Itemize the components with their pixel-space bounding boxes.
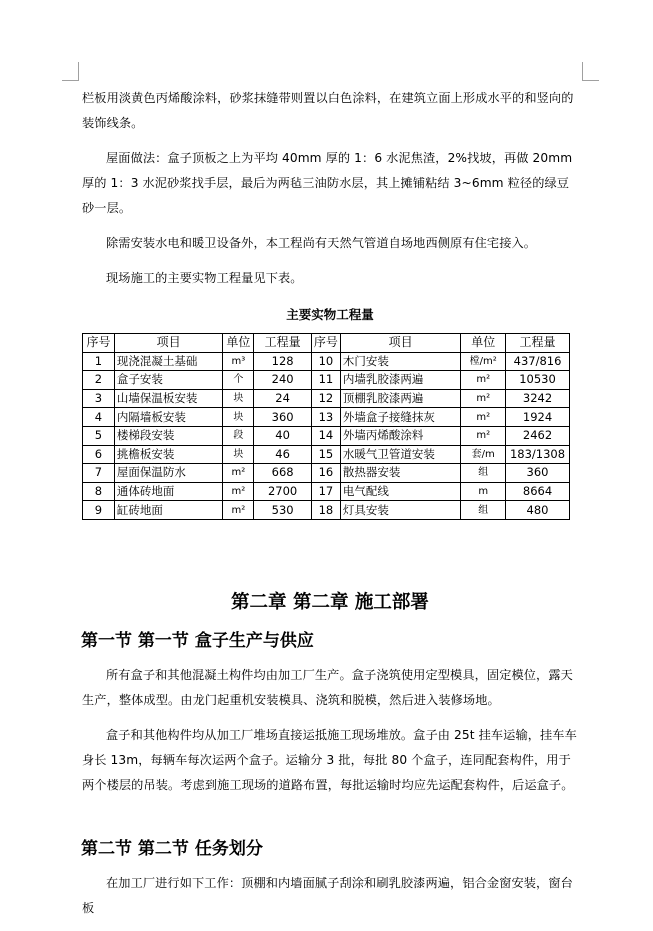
item-cell: 缸砖地面 (114, 501, 222, 520)
table-row (83, 371, 570, 390)
item-cell: 通体砖地面 (114, 482, 222, 501)
item-cell: 楼梯段安装 (114, 426, 222, 445)
row-number-cell: 3 (83, 389, 115, 408)
table-caption: 主要实物工程量 (286, 307, 374, 322)
section-heading: 第一节 第一节 盒子生产与供应 (81, 630, 314, 651)
item-cell: 山墙保温板安装 (114, 389, 222, 408)
quantity-cell: 183/1308 (506, 445, 570, 464)
row-number-cell: 12 (311, 389, 340, 408)
unit-cell: m² (223, 482, 254, 501)
unit-cell: 组 (461, 501, 506, 520)
table-row (83, 426, 570, 445)
row-number-cell: 8 (83, 482, 115, 501)
row-number-cell: 13 (311, 408, 340, 427)
quantity-cell: 437/816 (506, 352, 570, 371)
quantity-cell: 240 (254, 371, 312, 390)
section-heading: 第二节 第二节 任务划分 (81, 838, 263, 859)
row-number-cell: 11 (311, 371, 340, 390)
paragraph: 在加工厂进行如下工作：顶棚和内墙面腻子刮涂和刷乳胶漆两遍，铝合金窗安装，窗台板 (82, 875, 573, 915)
page-corner-mark-right (582, 62, 599, 81)
column-header: 序号 (83, 334, 115, 353)
item-cell: 外墙丙烯酸涂料 (340, 426, 460, 445)
column-header: 单位 (223, 334, 254, 353)
quantity-cell: 360 (254, 408, 312, 427)
quantity-cell: 8664 (506, 482, 570, 501)
unit-cell: m (461, 482, 506, 501)
unit-cell: m² (461, 426, 506, 445)
unit-cell: 组 (461, 464, 506, 483)
quantity-cell: 2700 (254, 482, 312, 501)
column-header: 工程量 (254, 334, 312, 353)
item-cell: 水暖气卫管道安装 (340, 445, 460, 464)
item-cell: 木门安装 (340, 352, 460, 371)
table-row (83, 501, 570, 520)
item-cell: 散热器安装 (340, 464, 460, 483)
unit-cell: m² (461, 371, 506, 390)
page-corner-mark-left (62, 62, 79, 81)
quantity-cell: 668 (254, 464, 312, 483)
item-cell: 灯具安装 (340, 501, 460, 520)
quantity-cell: 128 (254, 352, 312, 371)
column-header: 工程量 (506, 334, 570, 353)
table-row (83, 389, 570, 408)
quantity-table (82, 333, 570, 520)
table-row (83, 482, 570, 501)
unit-cell: 个 (223, 371, 254, 390)
quantity-cell: 480 (506, 501, 570, 520)
item-cell: 盒子安装 (114, 371, 222, 390)
column-header: 序号 (311, 334, 340, 353)
table-row (83, 408, 570, 427)
quantity-cell: 40 (254, 426, 312, 445)
unit-cell: 段 (223, 426, 254, 445)
row-number-cell: 14 (311, 426, 340, 445)
column-header: 单位 (461, 334, 506, 353)
document-page (82, 86, 578, 931)
quantity-cell: 3242 (506, 389, 570, 408)
unit-cell: 块 (223, 445, 254, 464)
paragraph: 所有盒子和其他混凝土构件均由加工厂生产。盒子浇筑使用定型模具，固定模位，露天生产，整体成型。由龙门起重机安装模具、浇筑和脱模，然后进入装修场地。 (82, 667, 573, 707)
item-cell: 电气配线 (340, 482, 460, 501)
unit-cell: 块 (223, 408, 254, 427)
unit-cell: m² (223, 501, 254, 520)
unit-cell: 樘/m² (461, 352, 506, 371)
row-number-cell: 1 (83, 352, 115, 371)
paragraph: 屋面做法：盒子顶板之上为平均 40mm 厚的 1：6 水泥焦渣，2%找坡，再做 20mm 厚的 1：3 水泥砂浆找手层，最后为两毡三油防水层，其上摊铺粘结 3~6mm 粒径的绿豆砂一层。 (82, 151, 573, 215)
quantity-cell: 2462 (506, 426, 570, 445)
item-cell: 现浇混凝土基础 (114, 352, 222, 371)
unit-cell: m² (461, 389, 506, 408)
row-number-cell: 18 (311, 501, 340, 520)
row-number-cell: 2 (83, 371, 115, 390)
quantity-cell: 24 (254, 389, 312, 408)
row-number-cell: 17 (311, 482, 340, 501)
paragraph: 现场施工的主要实物工程量见下表。 (106, 271, 303, 285)
row-number-cell: 5 (83, 426, 115, 445)
row-number-cell: 4 (83, 408, 115, 427)
row-number-cell: 6 (83, 445, 115, 464)
item-cell: 外墙盒子接缝抹灰 (340, 408, 460, 427)
paragraph: 栏板用淡黄色丙烯酸涂料，砂浆抹缝带则置以白色涂料，在建筑立面上形成水平的和竖向的装饰线条。 (82, 91, 574, 130)
table-row (83, 464, 570, 483)
item-cell: 内隔墙板安装 (114, 408, 222, 427)
item-cell: 屋面保温防水 (114, 464, 222, 483)
unit-cell: 块 (223, 389, 254, 408)
table-row (83, 352, 570, 371)
chapter-heading: 第二章 第二章 施工部署 (231, 591, 429, 613)
unit-cell: m³ (223, 352, 254, 371)
column-header: 项目 (114, 334, 222, 353)
unit-cell: 套/m (461, 445, 506, 464)
table-body (83, 352, 570, 519)
quantity-cell: 360 (506, 464, 570, 483)
row-number-cell: 16 (311, 464, 340, 483)
column-header: 项目 (340, 334, 460, 353)
row-number-cell: 10 (311, 352, 340, 371)
table-header-row (83, 334, 570, 353)
unit-cell: m² (461, 408, 506, 427)
row-number-cell: 9 (83, 501, 115, 520)
table-row (83, 445, 570, 464)
item-cell: 顶棚乳胶漆两遍 (340, 389, 460, 408)
quantity-cell: 46 (254, 445, 312, 464)
quantity-cell: 530 (254, 501, 312, 520)
item-cell: 挑檐板安装 (114, 445, 222, 464)
paragraph: 盒子和其他构件均从加工厂堆场直接运抵施工现场堆放。盒子由 25t 挂车运输，挂车车身长 13m，每辆车每次运两个盒子。运输分 3 批，每批 80 个盒子，连同配套构件，用于两个楼层的吊装。考虑到施工现场的道路布置，每批运输时均应先运配套构件，后运盒子。 (82, 727, 577, 792)
unit-cell: m² (223, 464, 254, 483)
quantity-cell: 10530 (506, 371, 570, 390)
row-number-cell: 15 (311, 445, 340, 464)
quantity-cell: 1924 (506, 408, 570, 427)
item-cell: 内墙乳胶漆两遍 (340, 371, 460, 390)
row-number-cell: 7 (83, 464, 115, 483)
paragraph: 除需安装水电和暖卫设备外，本工程尚有天然气管道自场地西侧原有住宅接入。 (106, 236, 537, 250)
